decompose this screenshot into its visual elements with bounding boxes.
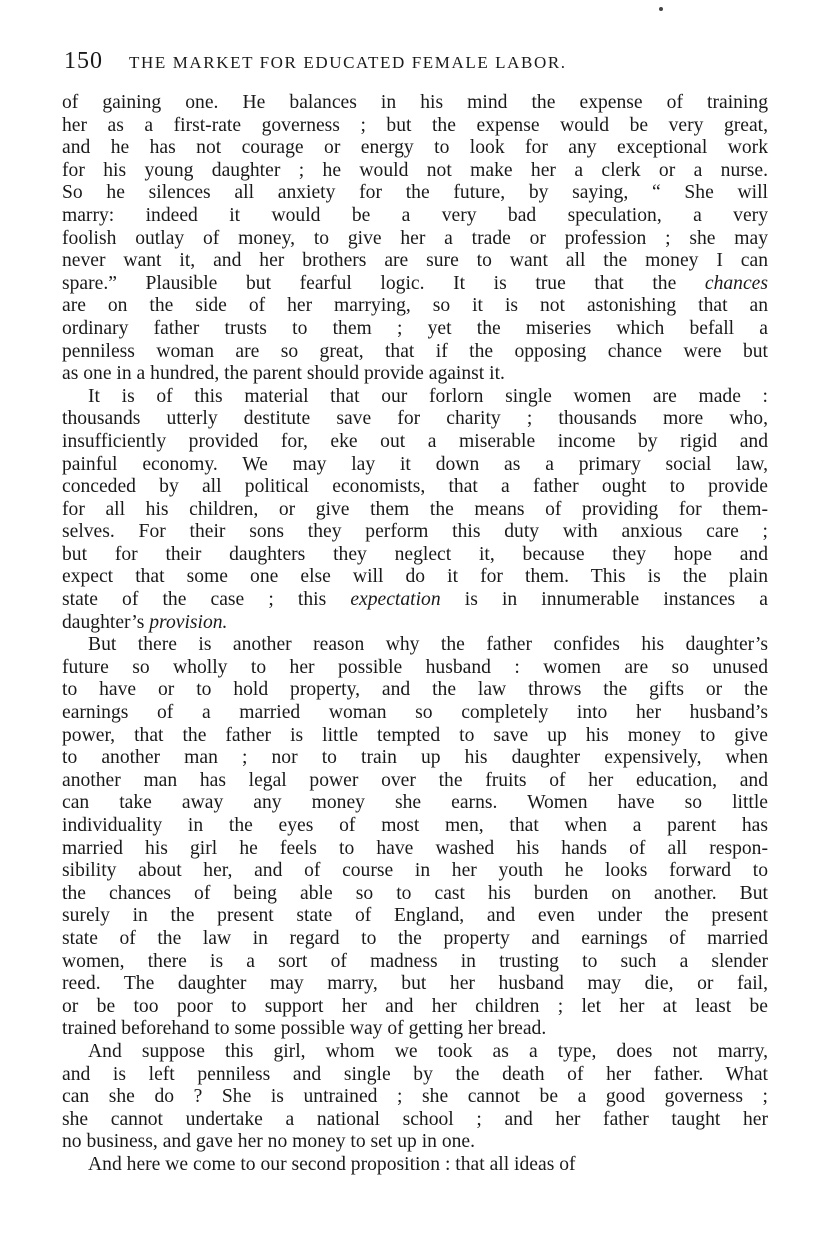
text-line xyxy=(62,747,768,770)
text-run: selves. For their sons they perform this duty with anxious care ; xyxy=(62,521,768,543)
text-line xyxy=(62,1154,768,1177)
paragraph xyxy=(62,1154,768,1177)
text-line xyxy=(62,205,768,228)
text-run: to another man ; nor to train up his daughter expensively, when xyxy=(62,747,768,769)
text-run: earnings of a married woman so completely into her husband’s xyxy=(62,702,768,724)
text-run: another man has legal power over the fruits of her education, and xyxy=(62,769,768,791)
text-run: as one in a hundred, the parent should provide against it. xyxy=(62,363,505,385)
text-run: penniless woman are so great, that if the opposing chance were but xyxy=(62,340,768,362)
text-line xyxy=(62,544,768,567)
text-run: spare.” Plausible but fearful logic. It is true that the xyxy=(62,272,705,294)
text-line xyxy=(62,431,768,454)
text-run: conceded by all political economists, that a father ought to provide xyxy=(62,476,768,498)
text-run: trained beforehand to some possible way of getting her bread. xyxy=(62,1018,547,1040)
text-run: the chances of being able so to cast his burden on another. But xyxy=(62,882,768,904)
text-line xyxy=(62,928,768,951)
text-line xyxy=(62,228,768,251)
text-run: foolish outlay of money, to give her a trade or profession ; she may xyxy=(62,227,768,249)
text-run: married his girl he feels to have washed his hands of all respon- xyxy=(62,837,768,859)
page-number: 150 xyxy=(64,48,103,74)
text-line xyxy=(62,1041,768,1064)
text-run: individuality in the eyes of most men, that when a parent has xyxy=(62,815,768,836)
text-line xyxy=(62,566,768,589)
text-run: and is left penniless and single by the death of her father. What xyxy=(62,1063,768,1085)
text-line xyxy=(62,499,768,522)
text-run: sibility about her, and of course in her youth he looks forward to xyxy=(62,860,768,882)
text-run: And suppose this girl, whom we took as a type, does not marry, xyxy=(88,1040,768,1062)
text-run: reed. The daughter may marry, but her husband may die, or fail, xyxy=(62,973,768,995)
text-run: So he silences all anxiety for the future, by saying, “ She will xyxy=(62,182,768,204)
text-run: or be too poor to support her and her children ; let her at least be xyxy=(62,995,768,1017)
text-line xyxy=(62,476,768,499)
text-run: and he has not courage or energy to look for any exceptional work xyxy=(62,137,768,159)
paragraph xyxy=(62,1041,768,1154)
text-run: daughter’s xyxy=(62,611,150,633)
text-line xyxy=(62,725,768,748)
text-run: insufficiently provided for, eke out a miserable income by rigid and xyxy=(62,430,768,452)
text-line xyxy=(62,273,768,296)
text-line xyxy=(62,295,768,318)
text-run: no business, and gave her no money to set up in one. xyxy=(62,1131,476,1153)
text-run: are on the side of her marrying, so it is not astonishing that an xyxy=(62,295,768,317)
italic-text: provision. xyxy=(149,611,228,633)
text-line xyxy=(62,250,768,273)
text-line xyxy=(62,182,768,205)
text-run: It is of this material that our forlorn single women are made : xyxy=(88,385,768,407)
text-line xyxy=(62,521,768,544)
text-line xyxy=(62,702,768,725)
text-line xyxy=(62,386,768,409)
text-run: power, that the father is little tempted to save up his money to give xyxy=(62,724,768,746)
text-line xyxy=(62,973,768,996)
text-line xyxy=(62,408,768,431)
text-line xyxy=(62,770,768,793)
running-title: THE MARKET FOR EDUCATED FEMALE LABOR. xyxy=(129,53,567,72)
text-line xyxy=(62,905,768,928)
text-line xyxy=(62,589,768,612)
italic-text: expectation xyxy=(350,589,441,611)
text-line xyxy=(62,792,768,815)
text-run: to have or to hold property, and the law throws the gifts or the xyxy=(62,679,768,701)
text-run: surely in the present state of England, and even under the present xyxy=(62,905,768,927)
text-line xyxy=(62,1131,768,1154)
text-line xyxy=(62,612,768,635)
text-run: of gaining one. He balances in his mind the expense of training xyxy=(62,92,768,113)
text-run: for all his children, or give them the means of providing for them- xyxy=(62,498,768,520)
text-line xyxy=(62,657,768,680)
text-line xyxy=(62,92,768,115)
paragraph xyxy=(62,92,768,386)
paragraph xyxy=(62,634,768,1041)
text-run: future so wholly to her possible husband : women are so unused xyxy=(62,656,768,678)
text-run: state of the law in regard to the property and earnings of married xyxy=(62,927,768,949)
text-line xyxy=(62,815,768,838)
body-text xyxy=(62,92,768,1177)
text-run: for his young daughter ; he would not make her a clerk or a nurse. xyxy=(62,159,768,181)
text-line xyxy=(62,160,768,183)
text-run: she cannot undertake a national school ; and her father taught her xyxy=(62,1108,768,1130)
text-line xyxy=(62,341,768,364)
text-line xyxy=(62,454,768,477)
text-line xyxy=(62,996,768,1019)
text-line xyxy=(62,883,768,906)
text-run: can she do ? She is untrained ; she cannot be a good governess ; xyxy=(62,1086,768,1108)
text-run: painful economy. We may lay it down as a primary social law, xyxy=(62,453,768,475)
text-run: But there is another reason why the father confides his daughter’s xyxy=(88,634,768,656)
text-line xyxy=(62,1086,768,1109)
text-line xyxy=(62,951,768,974)
text-line xyxy=(62,838,768,861)
text-run: marry: indeed it would be a very bad speculation, a very xyxy=(62,204,768,226)
text-line xyxy=(62,1018,768,1041)
text-run: women, there is a sort of madness in trusting to such a slender xyxy=(62,950,768,972)
text-line xyxy=(62,115,768,138)
text-run: thousands utterly destitute save for charity ; thousands more who, xyxy=(62,408,768,430)
page-header xyxy=(64,48,784,82)
text-run: And here we come to our second proposition : that all ideas of xyxy=(88,1153,576,1175)
text-run: state of the case ; this xyxy=(62,589,351,611)
text-run: never want it, and her brothers are sure to want all the money I can xyxy=(62,250,768,272)
text-run: her as a first-rate governess ; but the expense would be very great, xyxy=(62,114,768,136)
paragraph xyxy=(62,386,768,635)
italic-text: chances xyxy=(704,272,768,294)
text-run: is in innumerable instances a xyxy=(440,589,768,611)
text-line xyxy=(62,860,768,883)
text-run: expect that some one else will do it for them. This is the plain xyxy=(62,566,768,588)
text-run: ordinary father trusts to them ; yet the miseries which befall a xyxy=(62,317,768,339)
text-line xyxy=(62,1064,768,1087)
text-line xyxy=(62,318,768,341)
text-run: can take away any money she earns. Women have so little xyxy=(62,792,768,814)
text-line xyxy=(62,137,768,160)
text-run: but for their daughters they neglect it, because they hope and xyxy=(62,543,768,565)
text-line xyxy=(62,679,768,702)
ink-speck xyxy=(659,7,663,11)
text-line xyxy=(62,363,768,386)
text-line xyxy=(62,1109,768,1132)
text-line xyxy=(62,634,768,657)
